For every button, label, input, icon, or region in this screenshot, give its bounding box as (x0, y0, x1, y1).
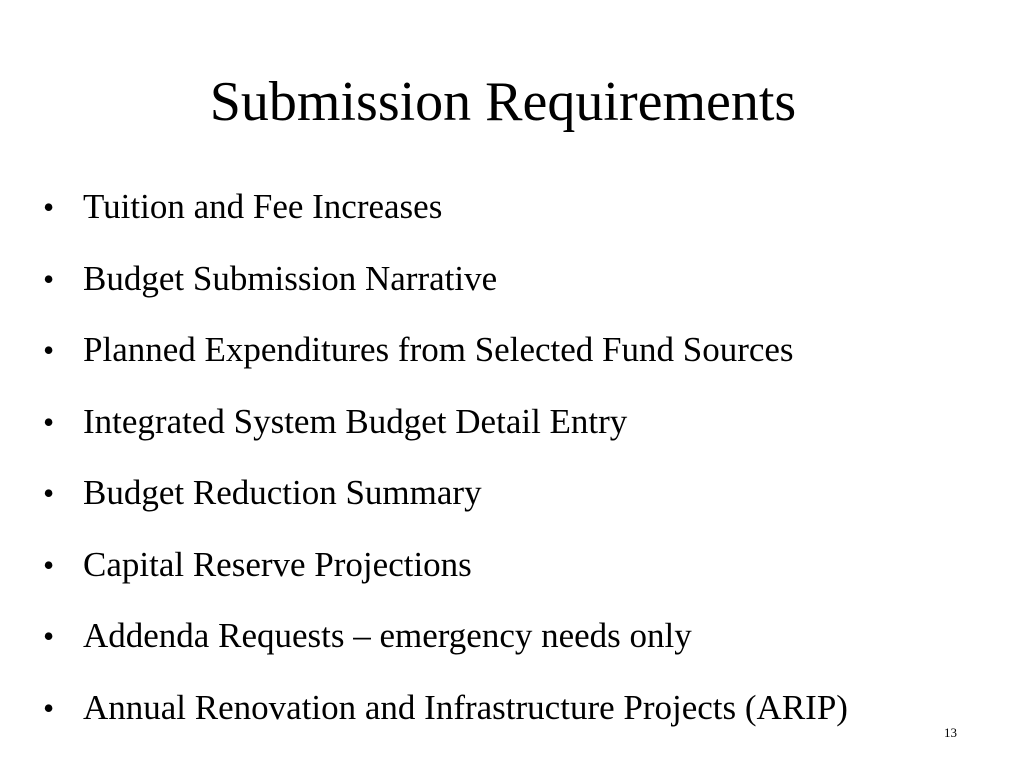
bullet-text: Tuition and Fee Increases (83, 187, 443, 226)
bullet-item-budget-submission-narrative (40, 250, 1000, 322)
bullet-text: Addenda Requests – emergency needs only (83, 616, 692, 655)
bullet-text: Annual Renovation and Infrastructure Projects (ARIP) (83, 687, 848, 727)
bullet-icon: • (43, 546, 55, 583)
bullet-item-tuition-fee-increases (40, 178, 1000, 250)
slide-title: Submission Requirements (209, 71, 797, 133)
bullet-icon: • (43, 618, 55, 654)
bullet-item-addenda-requests (40, 607, 1000, 679)
bullet-list (40, 178, 1000, 750)
page-number: 13 (944, 725, 957, 740)
bullet-icon: • (43, 689, 55, 726)
bullet-icon: • (43, 403, 55, 440)
bullet-text: Integrated System Budget Detail Entry (83, 401, 628, 441)
bullet-icon: • (43, 332, 55, 368)
bullet-icon: • (43, 189, 55, 225)
bullet-item-annual-renovation-projects (40, 679, 1000, 751)
bullet-item-budget-reduction-summary (40, 464, 1000, 536)
bullet-text: Budget Reduction Summary (83, 473, 482, 512)
bullet-text: Planned Expenditures from Selected Fund Sources (83, 330, 794, 369)
bullet-item-capital-reserve-projections (40, 536, 1000, 608)
bullet-text: Capital Reserve Projections (83, 544, 472, 584)
bullet-icon: • (43, 260, 55, 297)
bullet-icon: • (43, 475, 55, 511)
bullet-text: Budget Submission Narrative (83, 258, 498, 298)
bullet-item-integrated-system-budget (40, 393, 1000, 465)
bullet-item-planned-expenditures (40, 321, 1000, 393)
